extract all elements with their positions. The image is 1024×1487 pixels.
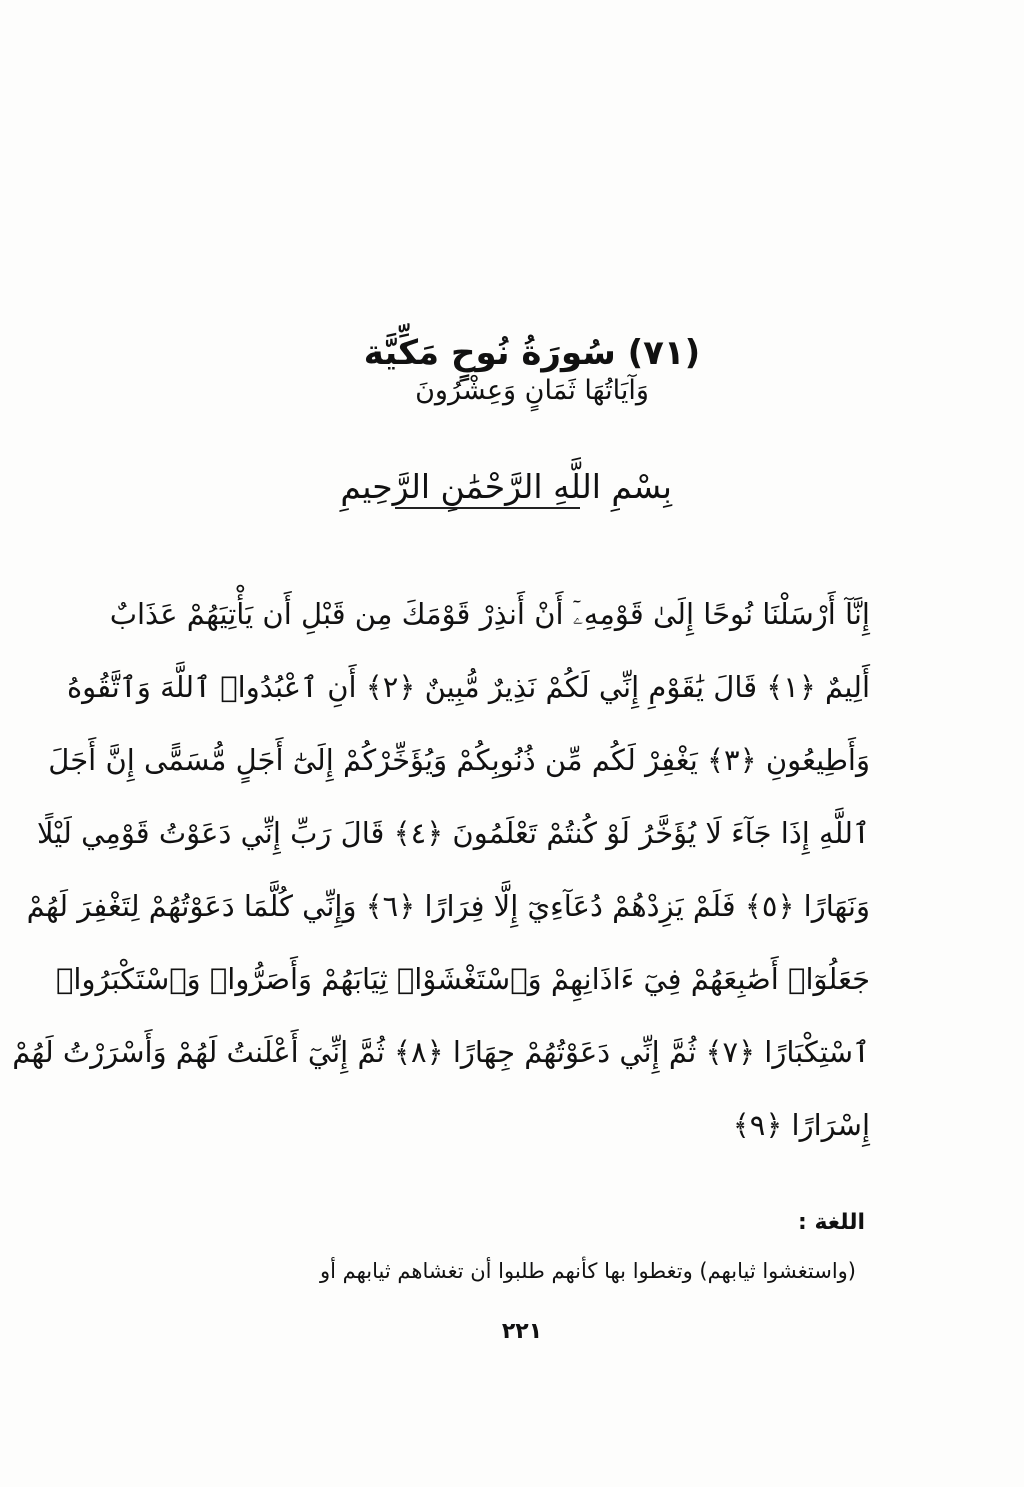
verse-line: وَأَطِيعُونِ ﴿٣﴾ يَغْفِرْ لَكُم مِّن ذُنُوبِكُمْ وَيُؤَخِّرْكُمْ إِلَىٰٓ أَجَلٍ مُّسَمًّى إِنَّ أَجَلَ xyxy=(48,743,870,777)
surah-verse-count: وَآيَاتُهَا ثَمَانٍ وَعِشْرُونَ xyxy=(415,375,649,406)
glossary-heading: اللغة : xyxy=(798,1210,865,1235)
verse-line: جَعَلُوٓا۟ أَصَٰبِعَهُمْ فِيٓ ءَاذَانِهِمْ وَٱسْتَغْشَوْا۟ ثِيَابَهُمْ وَأَصَرُّوا۟ وَٱسْتَكْبَرُوا۟ xyxy=(55,962,870,996)
surah-header xyxy=(362,332,702,408)
glossary-text: (واستغشوا ثيابهم) وتغطوا بها كأنهم طلبوا أن تغشاهم ثيابهم أو xyxy=(319,1259,856,1283)
basmala: بِسْمِ اللَّهِ الرَّحْمَٰنِ الرَّحِيمِ xyxy=(340,467,672,506)
verse-line: ٱللَّهِ إِذَا جَآءَ لَا يُؤَخَّرُ لَوْ كُنتُمْ تَعْلَمُونَ ﴿٤﴾ قَالَ رَبِّ إِنِّي دَعَوْتُ قَوْمِي لَيْلًا xyxy=(37,816,870,850)
page-number: ٢٢١ xyxy=(501,1319,543,1344)
verse-line: ٱسْتِكْبَارًا ﴿٧﴾ ثُمَّ إِنِّي دَعَوْتُهُمْ جِهَارًا ﴿٨﴾ ثُمَّ إِنِّيٓ أَعْلَنتُ لَهُمْ وَأَسْرَرْتُ لَهُمْ xyxy=(12,1035,870,1069)
verse-line: وَنَهَارًا ﴿٥﴾ فَلَمْ يَزِدْهُمْ دُعَآءِيٓ إِلَّا فِرَارًا ﴿٦﴾ وَإِنِّي كُلَّمَا دَعَوْتُهُمْ لِتَغْفِرَ لَهُمْ xyxy=(26,889,870,923)
surah-title: (٧١) سُورَةُ نُوحٍ مَكِّيَّة xyxy=(363,333,701,373)
verse-line: إِنَّآ أَرْسَلْنَا نُوحًا إِلَىٰ قَوْمِهِۦٓ أَنْ أَنذِرْ قَوْمَكَ مِن قَبْلِ أَن يَأْتِيَهُمْ عَذَابٌ xyxy=(109,597,870,631)
verse-block xyxy=(12,578,870,1162)
basmala-underline xyxy=(395,507,580,509)
verse-line: أَلِيمٌ ﴿١﴾ قَالَ يَٰقَوْمِ إِنِّي لَكُمْ نَذِيرٌ مُّبِينٌ ﴿٢﴾ أَنِ ٱعْبُدُوا۟ ٱللَّهَ وَٱتَّقُوهُ xyxy=(66,670,870,704)
verse-line: إِسْرَارًا ﴿٩﴾ xyxy=(732,1108,870,1142)
